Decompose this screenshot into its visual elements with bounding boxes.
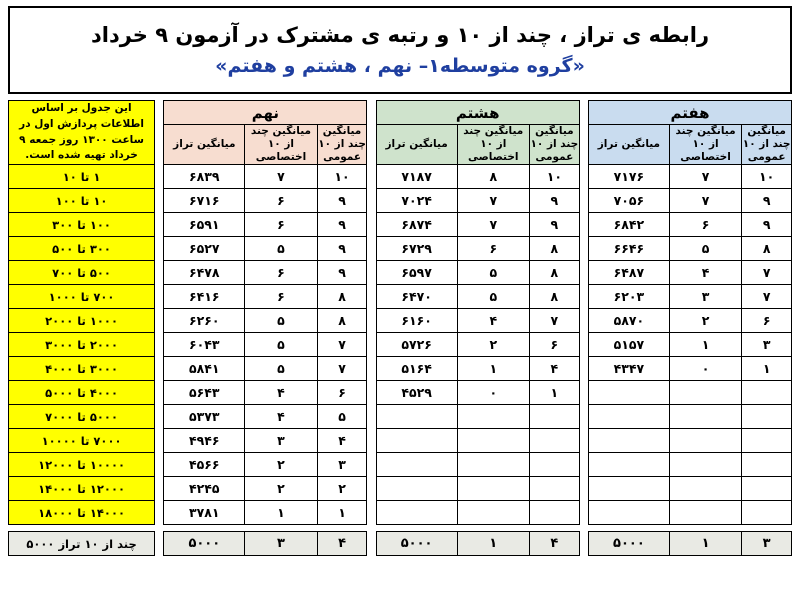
cell-g9-taraz: ۶۴۷۸	[164, 261, 245, 285]
spacer	[367, 189, 376, 213]
spacer	[367, 101, 376, 125]
cell-g9-ekhtesasi: ۱	[245, 501, 317, 525]
cell-rank-range: ۱۰ تا ۱۰۰	[9, 189, 155, 213]
spacer	[579, 237, 588, 261]
spacer	[579, 429, 588, 453]
spacer	[367, 165, 376, 189]
cell-g7-ekhtesasi: ۵	[669, 237, 741, 261]
cell-g7-omoomi: ۱	[742, 357, 792, 381]
spacer	[367, 213, 376, 237]
page-subtitle: «گروه متوسطه۱– نهم ، هشتم و هفتم»	[215, 54, 585, 77]
cell-g9-taraz: ۶۵۲۷	[164, 237, 245, 261]
cell-rank-range: ۳۰۰۰ تا ۴۰۰۰	[9, 357, 155, 381]
table-row	[9, 261, 792, 285]
spacer	[367, 357, 376, 381]
cell-g7-ekhtesasi	[669, 477, 741, 501]
cell-g8-omoomi: ۸	[530, 237, 580, 261]
spacer	[155, 237, 164, 261]
table-row	[9, 213, 792, 237]
cell-rank-range: ۱۰۰۰۰ تا ۱۲۰۰۰	[9, 453, 155, 477]
spacer	[155, 532, 164, 556]
cell-g7-taraz: ۶۸۴۲	[589, 213, 670, 237]
cell-rank-range: ۳۰۰ تا ۵۰۰	[9, 237, 155, 261]
cell-rank-range: ۵۰۰۰ تا ۷۰۰۰	[9, 405, 155, 429]
cell-g7-taraz: ۶۴۸۷	[589, 261, 670, 285]
cell-g9-omoomi: ۷	[317, 357, 367, 381]
cell-rank-range: ۴۰۰۰ تا ۵۰۰۰	[9, 381, 155, 405]
cell-g7-omoomi	[742, 381, 792, 405]
spacer	[579, 213, 588, 237]
cell-rank-range: ۱ تا ۱۰	[9, 165, 155, 189]
cell-g7-ekhtesasi: ۳	[669, 285, 741, 309]
cell-g8-omoomi	[530, 477, 580, 501]
cell-g7-omoomi: ۶	[742, 309, 792, 333]
score-table	[8, 100, 792, 525]
table-row	[9, 429, 792, 453]
table-head	[9, 101, 792, 165]
spacer	[367, 453, 376, 477]
cell-g7-taraz	[589, 405, 670, 429]
cell-g8-ekhtesasi: ۵	[457, 285, 529, 309]
cell-g8-omoomi: ۷	[530, 309, 580, 333]
cell-g9-omoomi: ۹	[317, 237, 367, 261]
cell-rank-range: ۱۰۰۰ تا ۲۰۰۰	[9, 309, 155, 333]
cell-g9-ekhtesasi: ۶	[245, 285, 317, 309]
cell-g8-ekhtesasi: ۴	[457, 309, 529, 333]
cell-g8-taraz	[376, 405, 457, 429]
cell-g8-taraz: ۶۵۹۷	[376, 261, 457, 285]
table-body	[9, 165, 792, 525]
cell-g8-omoomi	[530, 405, 580, 429]
cell-g7-ekhtesasi	[669, 453, 741, 477]
cell-g7-taraz: ۵۸۷۰	[589, 309, 670, 333]
cell-g9-ekhtesasi: ۶	[245, 213, 317, 237]
cell-g7-taraz: ۶۲۰۳	[589, 285, 670, 309]
spacer	[367, 405, 376, 429]
spacer	[367, 125, 376, 165]
page-title: رابطه ی تراز ، چند از ۱۰ و رتبه ی مشترک در آزمون ۹ خرداد	[90, 22, 710, 47]
cell-g9-omoomi: ۶	[317, 381, 367, 405]
subheader-g8-ekhtesasi: میانگین چند از ۱۰ اختصاصی	[457, 125, 529, 165]
cell-rank-range: ۱۲۰۰۰ تا ۱۴۰۰۰	[9, 477, 155, 501]
table-row	[9, 453, 792, 477]
subheader-g7-taraz: میانگین تراز	[589, 125, 670, 165]
spacer	[155, 357, 164, 381]
cell-g8-omoomi	[530, 453, 580, 477]
cell-g7-omoomi	[742, 453, 792, 477]
cell-g9-ekhtesasi: ۶	[245, 261, 317, 285]
summary-label: چند از ۱۰ تراز ۵۰۰۰	[9, 532, 155, 556]
spacer	[579, 381, 588, 405]
spacer	[155, 101, 164, 125]
summary-g9-omoomi: ۴	[317, 532, 367, 556]
cell-g8-omoomi: ۸	[530, 285, 580, 309]
summary-table	[8, 531, 792, 556]
subheader-g9-taraz: میانگین تراز	[164, 125, 245, 165]
table-row	[9, 381, 792, 405]
cell-g9-omoomi: ۵	[317, 405, 367, 429]
cell-g9-omoomi: ۴	[317, 429, 367, 453]
cell-g8-taraz: ۴۵۲۹	[376, 381, 457, 405]
subheader-g9-omoomi: میانگین چند از ۱۰ عمومی	[318, 125, 366, 164]
spacer	[367, 237, 376, 261]
group-header-g9: نهم	[164, 101, 367, 125]
cell-g9-taraz: ۳۷۸۱	[164, 501, 245, 525]
subheader-g7-omoomi: میانگین چند از ۱۰ عمومی	[742, 125, 791, 164]
cell-g9-omoomi: ۱۰	[317, 165, 367, 189]
cell-g8-taraz	[376, 477, 457, 501]
spacer	[155, 333, 164, 357]
spacer	[155, 213, 164, 237]
cell-rank-range: ۲۰۰۰ تا ۳۰۰۰	[9, 333, 155, 357]
cell-g7-omoomi: ۹	[742, 213, 792, 237]
cell-g8-ekhtesasi: ۵	[457, 261, 529, 285]
cell-g8-taraz	[376, 429, 457, 453]
cell-g7-ekhtesasi: ۰	[669, 357, 741, 381]
spacer	[367, 477, 376, 501]
cell-g8-ekhtesasi	[457, 501, 529, 525]
cell-g7-ekhtesasi: ۲	[669, 309, 741, 333]
cell-g7-taraz: ۷۱۷۶	[589, 165, 670, 189]
summary-g8-ekhtesasi: ۱	[457, 532, 530, 556]
cell-g8-omoomi: ۹	[530, 189, 580, 213]
spacer	[579, 501, 588, 525]
cell-g7-omoomi: ۷	[742, 285, 792, 309]
subheader-g9-ekhtesasi: میانگین چند از ۱۰ اختصاصی	[245, 125, 317, 165]
table-row	[9, 285, 792, 309]
cell-g9-omoomi: ۷	[317, 333, 367, 357]
cell-g9-ekhtesasi: ۵	[245, 357, 317, 381]
cell-g8-omoomi	[530, 429, 580, 453]
spacer	[367, 532, 376, 556]
cell-g8-taraz: ۶۱۶۰	[376, 309, 457, 333]
cell-g9-taraz: ۴۵۶۶	[164, 453, 245, 477]
info-note: این جدول بر اساس اطلاعات پردازش اول در ساعت ۱۳۰۰ روز جمعه ۹ خرداد تهیه شده است.	[9, 101, 155, 165]
cell-g7-taraz: ۷۰۵۶	[589, 189, 670, 213]
spacer	[155, 285, 164, 309]
cell-g9-omoomi: ۹	[317, 213, 367, 237]
spacer	[155, 429, 164, 453]
cell-g9-ekhtesasi: ۷	[245, 165, 317, 189]
cell-g9-ekhtesasi: ۲	[245, 477, 317, 501]
cell-g9-ekhtesasi: ۴	[245, 381, 317, 405]
cell-rank-range: ۱۴۰۰۰ تا ۱۸۰۰۰	[9, 501, 155, 525]
cell-g7-omoomi: ۹	[742, 189, 792, 213]
spacer	[155, 477, 164, 501]
cell-g7-omoomi: ۱۰	[742, 165, 792, 189]
cell-g8-ekhtesasi: ۷	[457, 213, 529, 237]
spacer	[367, 381, 376, 405]
table-row	[9, 477, 792, 501]
spacer	[579, 285, 588, 309]
spacer	[579, 101, 588, 125]
table-row	[9, 309, 792, 333]
spacer	[579, 333, 588, 357]
cell-g7-ekhtesasi: ۷	[669, 165, 741, 189]
spacer	[155, 125, 164, 165]
cell-g9-taraz: ۵۸۴۱	[164, 357, 245, 381]
cell-g9-taraz: ۴۲۴۵	[164, 477, 245, 501]
cell-g8-ekhtesasi	[457, 453, 529, 477]
spacer	[155, 165, 164, 189]
table-row	[9, 405, 792, 429]
spacer	[579, 477, 588, 501]
cell-g8-omoomi: ۹	[530, 213, 580, 237]
summary-g8-omoomi: ۴	[530, 532, 580, 556]
group-header-g7: هفتم	[589, 101, 792, 125]
cell-rank-range: ۷۰۰ تا ۱۰۰۰	[9, 285, 155, 309]
cell-g7-omoomi	[742, 429, 792, 453]
cell-g7-ekhtesasi: ۶	[669, 213, 741, 237]
cell-g8-omoomi: ۸	[530, 261, 580, 285]
spacer	[579, 453, 588, 477]
cell-g7-taraz	[589, 477, 670, 501]
table-row	[9, 501, 792, 525]
cell-g7-taraz: ۶۶۴۶	[589, 237, 670, 261]
subheader-g8-omoomi: میانگین چند از ۱۰ عمومی	[530, 125, 579, 164]
spacer	[579, 357, 588, 381]
table-row	[9, 237, 792, 261]
spacer	[367, 285, 376, 309]
cell-g7-taraz	[589, 453, 670, 477]
spacer	[579, 532, 588, 556]
cell-g8-ekhtesasi: ۰	[457, 381, 529, 405]
table-row	[9, 165, 792, 189]
cell-g7-ekhtesasi: ۷	[669, 189, 741, 213]
cell-g7-taraz	[589, 381, 670, 405]
spacer	[155, 261, 164, 285]
cell-g8-taraz: ۵۷۲۶	[376, 333, 457, 357]
cell-g9-omoomi: ۸	[317, 285, 367, 309]
cell-g7-taraz: ۴۳۴۷	[589, 357, 670, 381]
cell-g9-omoomi: ۹	[317, 189, 367, 213]
spacer	[367, 429, 376, 453]
cell-g9-ekhtesasi: ۵	[245, 237, 317, 261]
subheader-g8-taraz: میانگین تراز	[376, 125, 457, 165]
cell-g9-taraz: ۶۰۴۳	[164, 333, 245, 357]
cell-rank-range: ۵۰۰ تا ۷۰۰	[9, 261, 155, 285]
cell-g9-ekhtesasi: ۴	[245, 405, 317, 429]
spacer	[155, 309, 164, 333]
table-row	[9, 333, 792, 357]
cell-g9-omoomi: ۳	[317, 453, 367, 477]
subheader-g7-ekhtesasi: میانگین چند از ۱۰ اختصاصی	[669, 125, 741, 165]
cell-g9-ekhtesasi: ۶	[245, 189, 317, 213]
cell-g9-ekhtesasi: ۲	[245, 453, 317, 477]
cell-g7-omoomi	[742, 477, 792, 501]
spacer	[579, 165, 588, 189]
cell-g9-ekhtesasi: ۵	[245, 333, 317, 357]
cell-g7-taraz: ۵۱۵۷	[589, 333, 670, 357]
cell-g8-taraz: ۶۸۷۴	[376, 213, 457, 237]
cell-g7-omoomi: ۳	[742, 333, 792, 357]
cell-g9-taraz: ۶۲۶۰	[164, 309, 245, 333]
table-row	[9, 357, 792, 381]
cell-g7-taraz	[589, 429, 670, 453]
spacer	[579, 125, 588, 165]
cell-g8-omoomi: ۶	[530, 333, 580, 357]
summary-g9-taraz: ۵۰۰۰	[164, 532, 245, 556]
cell-g9-taraz: ۶۴۱۶	[164, 285, 245, 309]
spacer	[579, 261, 588, 285]
cell-g8-ekhtesasi	[457, 405, 529, 429]
cell-g9-omoomi: ۸	[317, 309, 367, 333]
cell-g7-ekhtesasi	[669, 381, 741, 405]
cell-g8-taraz: ۷۱۸۷	[376, 165, 457, 189]
cell-g9-omoomi: ۹	[317, 261, 367, 285]
spacer	[367, 501, 376, 525]
cell-g9-ekhtesasi: ۵	[245, 309, 317, 333]
cell-g8-ekhtesasi: ۲	[457, 333, 529, 357]
cell-g7-ekhtesasi	[669, 405, 741, 429]
cell-rank-range: ۷۰۰۰ تا ۱۰۰۰۰	[9, 429, 155, 453]
title-block	[8, 6, 792, 94]
cell-g9-omoomi: ۱	[317, 501, 367, 525]
cell-g8-ekhtesasi	[457, 477, 529, 501]
cell-g8-ekhtesasi: ۸	[457, 165, 529, 189]
cell-g8-taraz: ۶۷۲۹	[376, 237, 457, 261]
cell-g7-omoomi	[742, 501, 792, 525]
cell-g9-omoomi: ۲	[317, 477, 367, 501]
cell-g8-omoomi: ۱	[530, 381, 580, 405]
spacer	[155, 501, 164, 525]
cell-g9-taraz: ۶۷۱۶	[164, 189, 245, 213]
spacer	[579, 405, 588, 429]
cell-g9-taraz: ۶۵۹۱	[164, 213, 245, 237]
cell-g7-ekhtesasi: ۴	[669, 261, 741, 285]
cell-g9-taraz: ۵۶۴۳	[164, 381, 245, 405]
table-row	[9, 189, 792, 213]
cell-g7-taraz	[589, 501, 670, 525]
cell-g7-ekhtesasi: ۱	[669, 333, 741, 357]
cell-g7-ekhtesasi	[669, 429, 741, 453]
cell-g8-taraz: ۵۱۶۴	[376, 357, 457, 381]
summary-g9-ekhtesasi: ۳	[245, 532, 318, 556]
cell-g8-taraz: ۷۰۲۴	[376, 189, 457, 213]
spacer	[367, 333, 376, 357]
summary-g7-omoomi: ۳	[742, 532, 792, 556]
summary-row	[9, 532, 792, 556]
cell-g7-omoomi: ۸	[742, 237, 792, 261]
spacer	[155, 405, 164, 429]
summary-g8-taraz: ۵۰۰۰	[376, 532, 457, 556]
cell-g8-omoomi: ۴	[530, 357, 580, 381]
summary-g7-taraz: ۵۰۰۰	[589, 532, 670, 556]
cell-g7-omoomi	[742, 405, 792, 429]
spacer	[155, 381, 164, 405]
summary-g7-ekhtesasi: ۱	[669, 532, 742, 556]
group-header-row	[9, 101, 792, 125]
cell-g7-ekhtesasi	[669, 501, 741, 525]
cell-g8-taraz	[376, 501, 457, 525]
cell-g7-omoomi: ۷	[742, 261, 792, 285]
group-header-g8: هشتم	[376, 101, 579, 125]
cell-g9-taraz: ۴۹۴۶	[164, 429, 245, 453]
cell-g8-ekhtesasi: ۶	[457, 237, 529, 261]
cell-g8-ekhtesasi: ۱	[457, 357, 529, 381]
spacer	[367, 261, 376, 285]
cell-g9-taraz: ۶۸۳۹	[164, 165, 245, 189]
cell-g8-omoomi	[530, 501, 580, 525]
cell-g8-taraz: ۶۴۷۰	[376, 285, 457, 309]
cell-g8-ekhtesasi	[457, 429, 529, 453]
spacer	[367, 309, 376, 333]
spacer	[579, 309, 588, 333]
spacer	[579, 189, 588, 213]
cell-g9-taraz: ۵۳۷۳	[164, 405, 245, 429]
cell-g8-taraz	[376, 453, 457, 477]
cell-g8-omoomi: ۱۰	[530, 165, 580, 189]
cell-g8-ekhtesasi: ۷	[457, 189, 529, 213]
cell-rank-range: ۱۰۰ تا ۳۰۰	[9, 213, 155, 237]
spacer	[155, 453, 164, 477]
spacer	[155, 189, 164, 213]
cell-g9-ekhtesasi: ۳	[245, 429, 317, 453]
